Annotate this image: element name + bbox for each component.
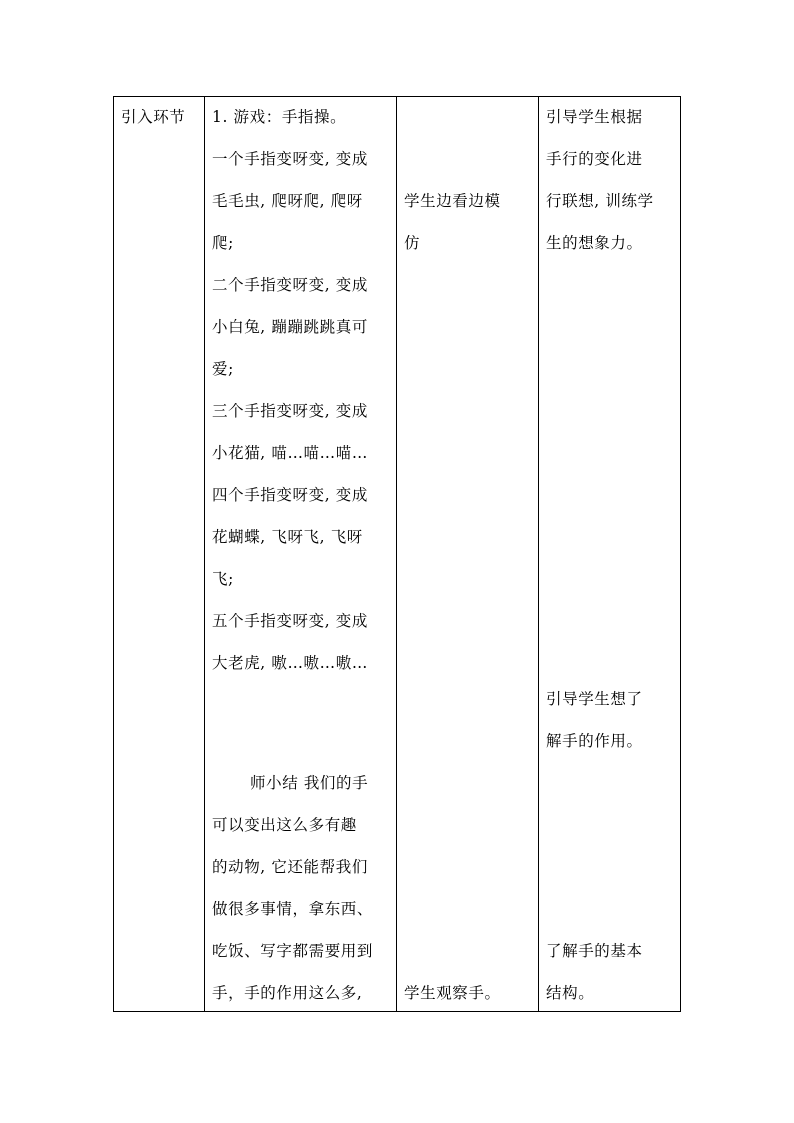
teacher-line: 吃饭、写字都需要用到 (212, 942, 374, 960)
intent-line: 解手的作用。 (546, 732, 643, 750)
intent-line: 引导学生根据 (546, 108, 643, 126)
column-divider (538, 96, 539, 1012)
intent-line: 结构。 (546, 984, 595, 1002)
intent-line: 了解手的基本 (546, 942, 643, 960)
teacher-line: 四个手指变呀变, 变成 (212, 486, 368, 504)
teacher-line: 飞; (212, 570, 234, 588)
intent-line: 生的想象力。 (546, 234, 643, 252)
teacher-line: 二个手指变呀变, 变成 (212, 276, 368, 294)
teacher-line: 毛毛虫, 爬呀爬, 爬呀 (212, 192, 363, 210)
student-line: 学生边看边模 (404, 192, 501, 210)
teacher-line: 可以变出这么多有趣 (212, 816, 357, 834)
teacher-line: 大老虎, 嗷…嗷…嗷… (212, 654, 368, 672)
student-line: 学生观察手。 (404, 984, 501, 1002)
teacher-line: 三个手指变呀变, 变成 (212, 402, 368, 420)
teacher-line: 小白兔, 蹦蹦跳跳真可 (212, 318, 368, 336)
teacher-line: 做很多事情，拿东西、 (212, 900, 374, 918)
teacher-line: 花蝴蝶, 飞呀飞, 飞呀 (212, 528, 363, 546)
teacher-line: 爱; (212, 360, 234, 378)
teacher-line: 手，手的作用这么多, (212, 984, 363, 1002)
student-line: 仿 (404, 234, 421, 252)
stage-label: 引入环节 (121, 108, 186, 126)
column-divider (204, 96, 205, 1012)
teacher-line: 的动物, 它还能帮我们 (212, 858, 368, 876)
teacher-line: 1. 游戏：手指操。 (212, 108, 347, 126)
teacher-line: 师小结 我们的手 (250, 774, 369, 792)
column-divider (396, 96, 397, 1012)
teacher-line: 五个手指变呀变, 变成 (212, 612, 368, 630)
intent-line: 引导学生想了 (546, 690, 643, 708)
teacher-line: 一个手指变呀变, 变成 (212, 150, 368, 168)
teacher-line: 小花猫, 喵…喵…喵… (212, 444, 368, 462)
intent-line: 行联想, 训练学 (546, 192, 654, 210)
teacher-line: 爬; (212, 234, 234, 252)
intent-line: 手行的变化进 (546, 150, 643, 168)
